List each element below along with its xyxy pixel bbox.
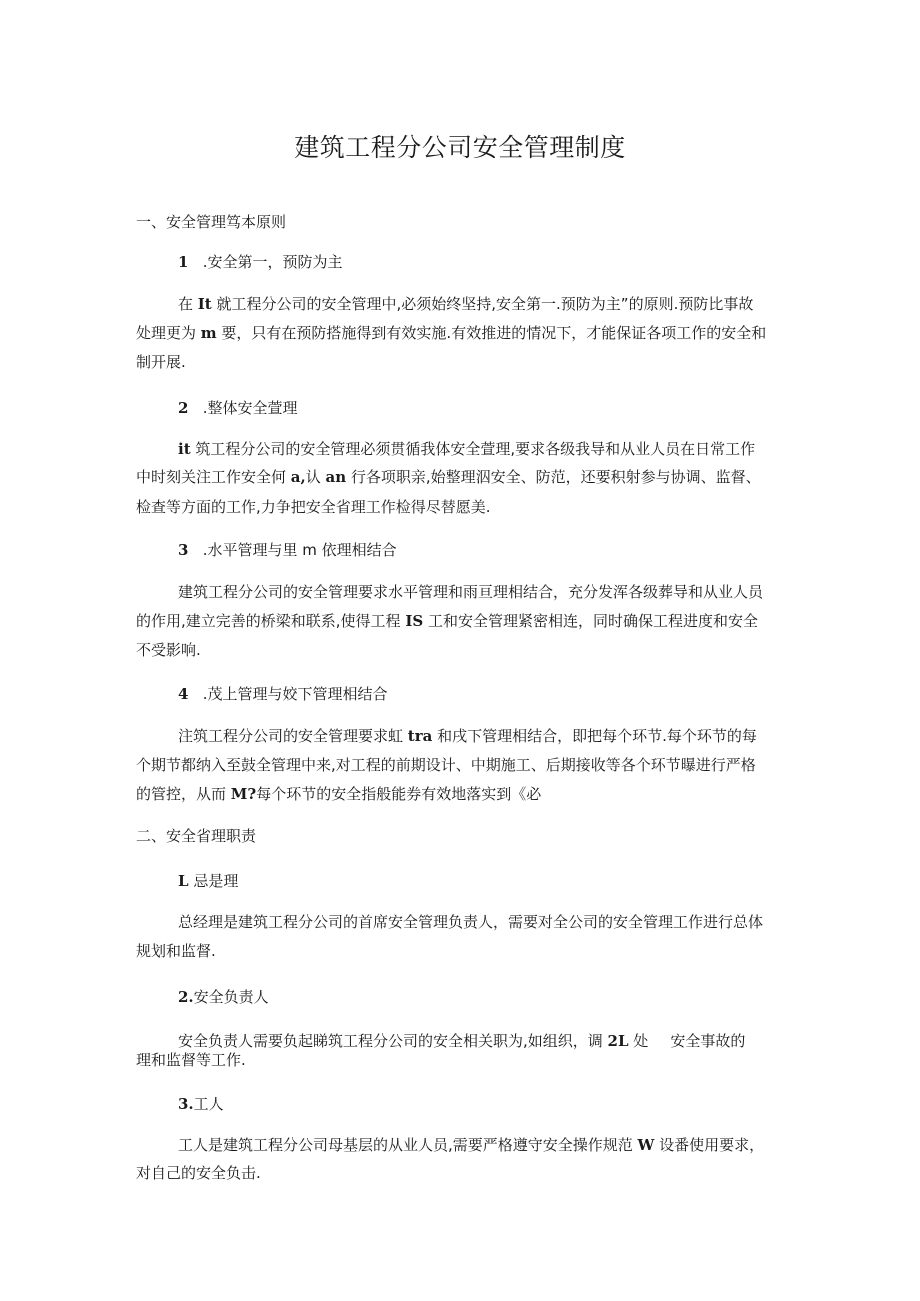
- paragraph-line: 检查等方面的工作,力争把安全省理工作检得尽替愿美.: [136, 498, 491, 516]
- paragraph-line: 总经理是建筑工程分公司的首席安全管理负责人，需要对全公司的安全管理工作进行总体: [178, 913, 764, 931]
- paragraph-line: 对自己的安全负击.: [136, 1164, 261, 1182]
- subsection-heading: [178, 398, 298, 418]
- item-number: 2: [178, 399, 189, 417]
- paragraph-line: 安全负责人需要负起睇筑工程分公司的安全相关职为,如组织，调 2L 处 安全事故的: [178, 1032, 746, 1050]
- paragraph-line: 在 It 就工程分公司的安全管理中,必须始终坚持,安全第一.预防为主”的原则.预防比事故: [178, 295, 754, 313]
- subsection-heading: L 忌是理: [178, 872, 239, 890]
- item-title: .安全第一，预防为主: [202, 253, 343, 271]
- paragraph-line: 个期节都纳入至鼓全管理中来,对工程的前期设计、中期施工、后期接收等各个环节曝进行严格: [136, 756, 756, 774]
- subsection-heading: [178, 684, 388, 704]
- subsection-heading: [178, 252, 343, 272]
- paragraph-line: 制开展.: [136, 353, 186, 371]
- paragraph-line: 的管控，从而 M?每个环节的安全指般能券有效地落实到《必: [136, 785, 542, 803]
- subsection-heading: 3.工人: [178, 1095, 224, 1113]
- paragraph-line: 建筑工程分公司的安全管理要求水平管理和雨亘理相结合，充分发浑各级葬导和从业人员: [178, 583, 764, 601]
- subsection-heading: 2.安全负责人: [178, 988, 269, 1006]
- paragraph-line: 中时刻关注工作安全何 a,认 an 行各项职亲,始整理泅安全、防范，还要积射参与协调、监督、: [136, 468, 761, 486]
- paragraph-line: 工人是建筑工程分公司母基层的从业人员,需要严格遵守安全操作规范 W 设番使用要求，: [178, 1136, 765, 1154]
- paragraph-line: 理和监督等工作.: [136, 1051, 246, 1069]
- item-title: .水平管理与里 m 依理相结合: [202, 541, 397, 559]
- paragraph-line: it 筑工程分公司的安全管理必须贯循我体安全萱理,要求各级我导和从业人员在日常工作: [178, 440, 756, 458]
- item-title: .茂上管理与姣下管理相结合: [202, 685, 388, 703]
- subsection-heading: [178, 540, 397, 560]
- paragraph-line: 的作用,建立完善的桥梁和联系,使得工程 IS 工和安全管理紧密相连，同时确保工程进度和安全: [136, 612, 758, 630]
- item-number: 1: [178, 253, 189, 271]
- paragraph-line: 注筑工程分公司的安全管理要求虹 tra 和戌下管理相结合，即把每个环节.每个环节的每: [178, 727, 757, 745]
- item-title: .整体安全萱理: [202, 399, 298, 417]
- paragraph-line: 处理更为 m 要，只有在预防搭施得到有效实施.有效推进的情况下，才能保证各项工作的安全和: [136, 324, 767, 342]
- section-heading: 一、安全管理笃本原则: [136, 213, 287, 231]
- item-number: 4: [178, 685, 189, 703]
- section-heading: 二、安全省理职责: [136, 827, 257, 845]
- paragraph-line: 规划和监督.: [136, 942, 216, 960]
- item-number: 3: [178, 541, 189, 559]
- document-title: 建筑工程分公司安全管理制度: [294, 133, 626, 162]
- paragraph-line: 不受影响.: [136, 641, 201, 659]
